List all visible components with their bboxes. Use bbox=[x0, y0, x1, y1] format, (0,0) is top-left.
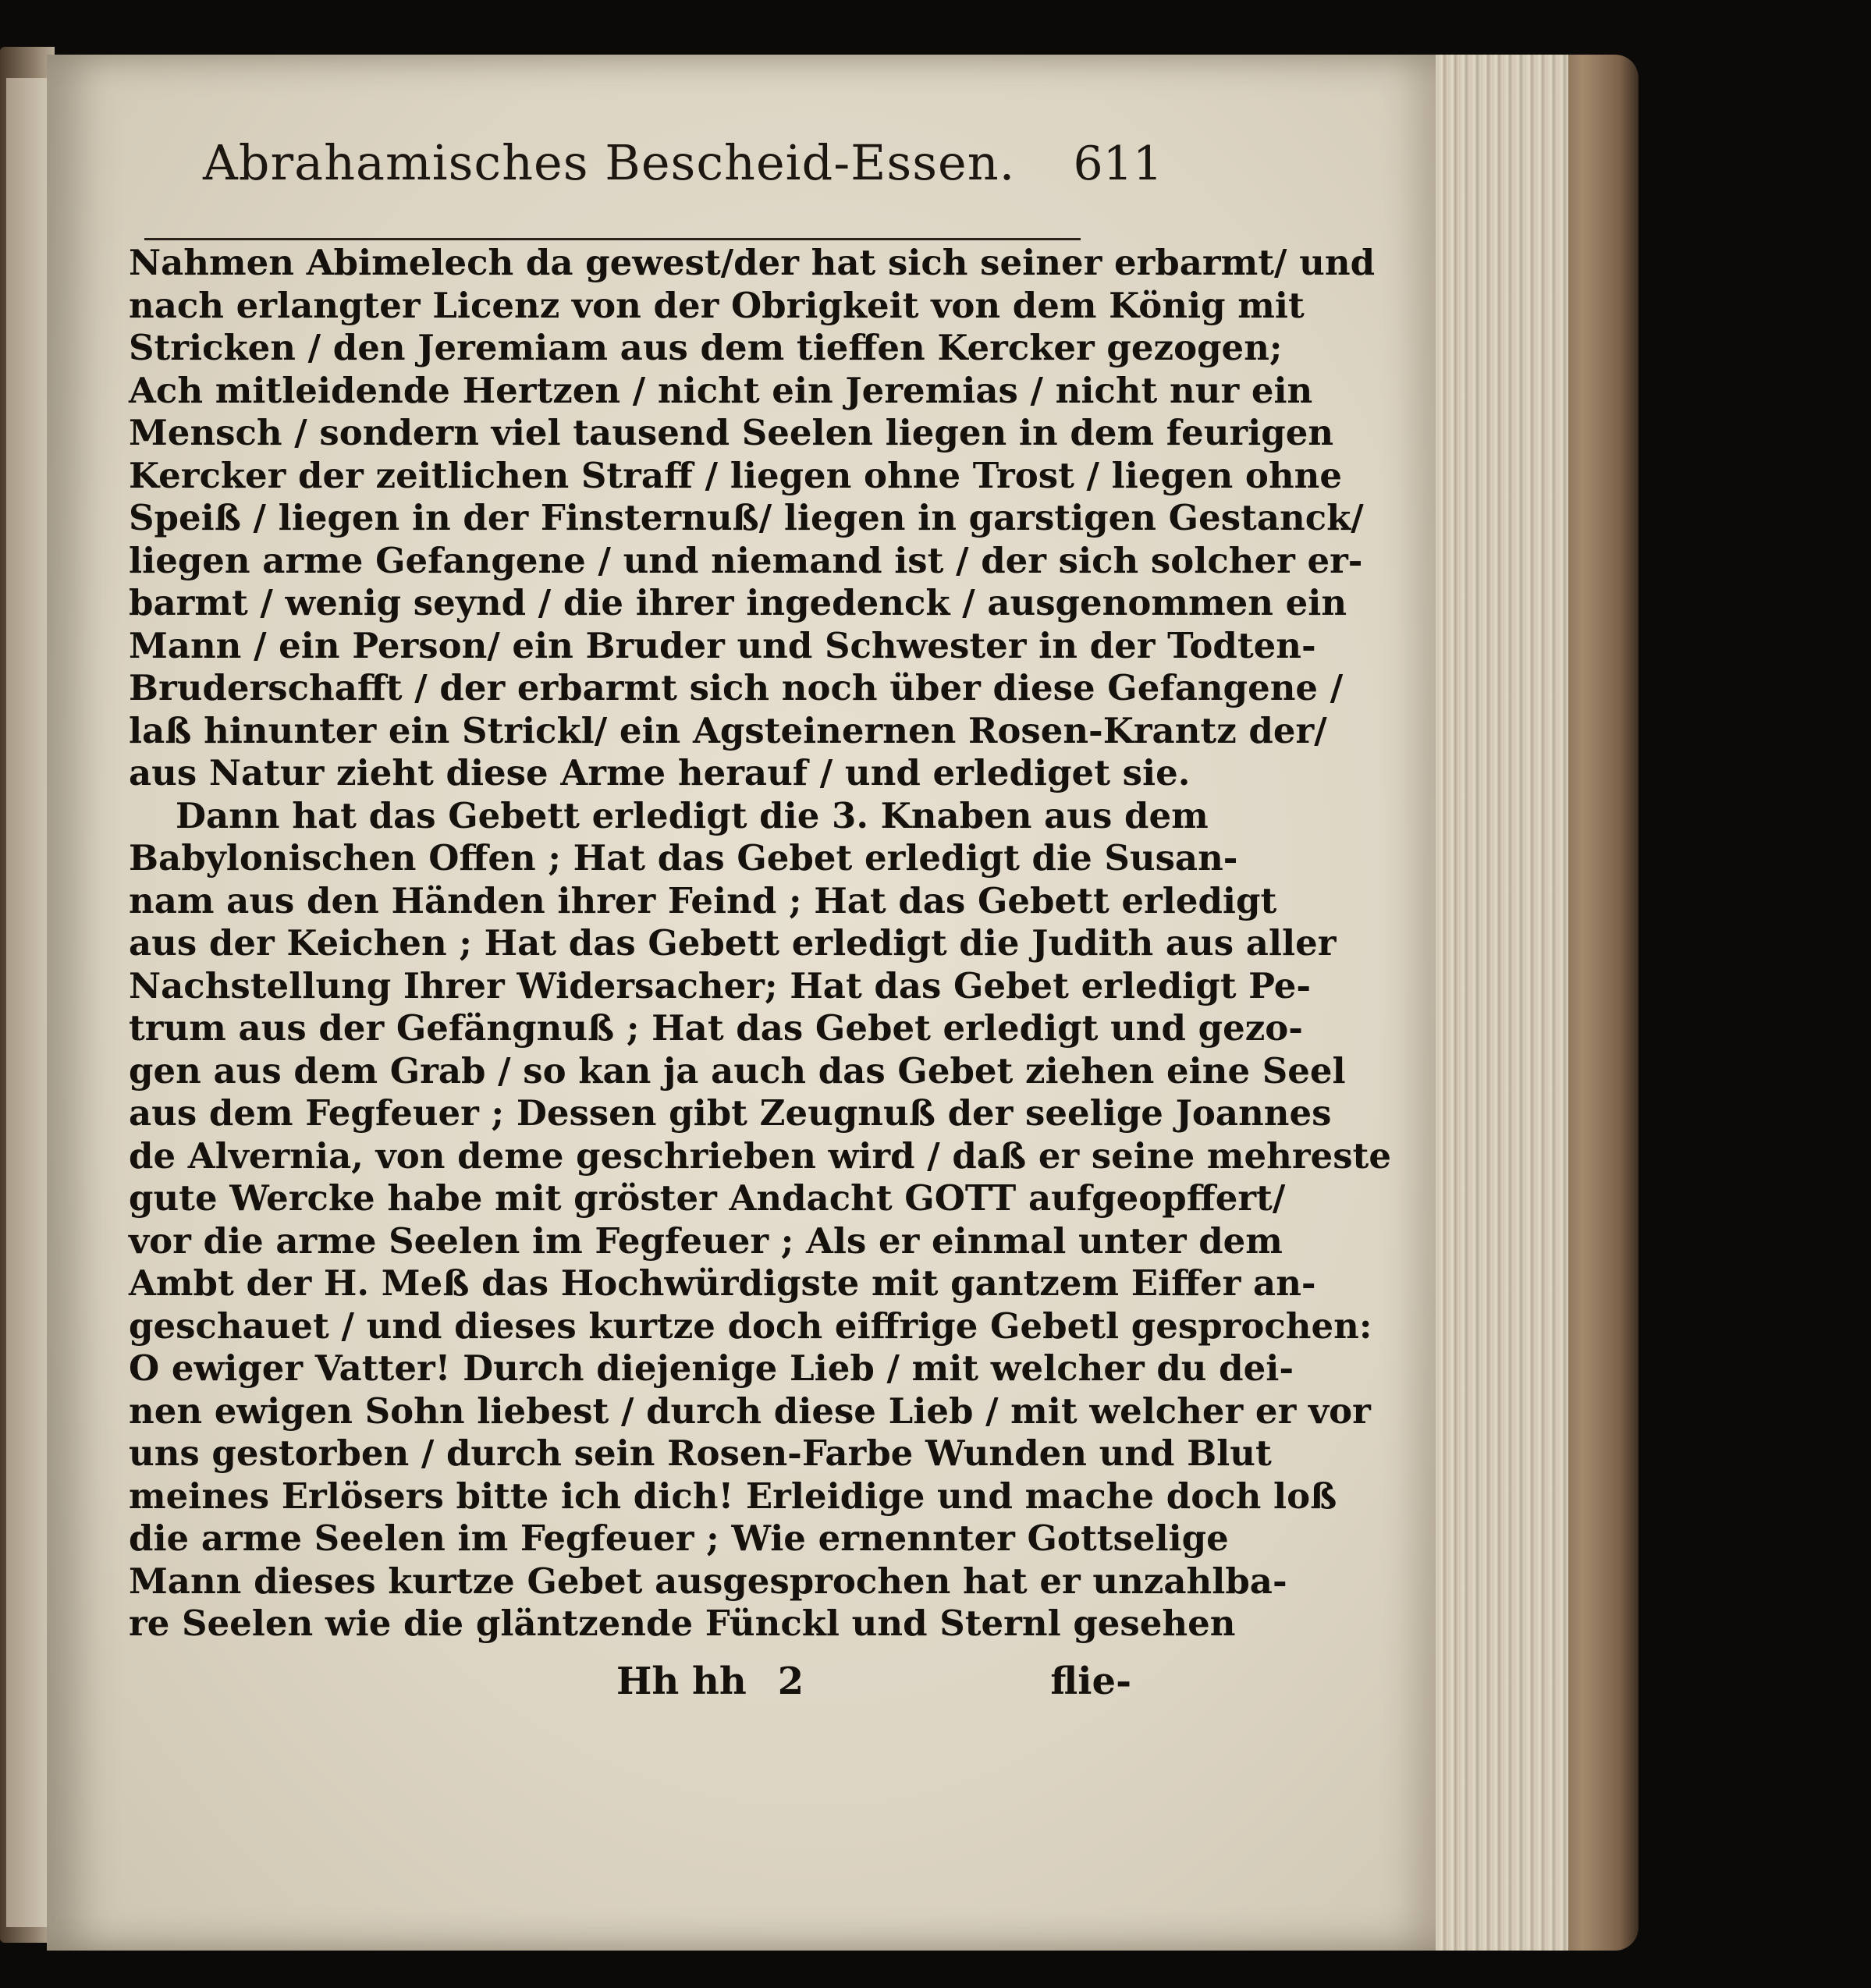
text-line: Dann hat das Gebett erledigt die 3. Knaben aus dem bbox=[176, 794, 1209, 836]
text-line: Ach mitleidende Hertzen / nicht ein Jeremias / nicht nur ein bbox=[129, 369, 1313, 411]
text-line: aus dem Fegfeuer ; Dessen gibt Zeugnuß der seelige Joannes bbox=[129, 1092, 1332, 1134]
text-line: Nachstellung Ihrer Widersacher; Hat das Gebet erledigt Pe- bbox=[129, 964, 1312, 1006]
text-line: Kercker der zeitlichen Straff / liegen ohne Trost / liegen ohne bbox=[129, 454, 1343, 496]
text-line: Babylonischen Offen ; Hat das Gebet erledigt die Susan- bbox=[129, 837, 1238, 879]
text-line: laß hinunter ein Strickl/ ein Agsteinernen Rosen-Krantz der/ bbox=[129, 709, 1327, 751]
signature-mark bbox=[616, 1660, 804, 1703]
signature-number: 2 bbox=[777, 1660, 804, 1703]
text-line: nach erlangter Licenz von der Obrigkeit von dem König mit bbox=[129, 284, 1305, 326]
page-header bbox=[203, 105, 1163, 191]
text-line: geschauet / und dieses kurtze doch eiffrige Gebetl gesprochen: bbox=[129, 1305, 1372, 1347]
text-line: nam aus den Händen ihrer Feind ; Hat das Gebett erledigt bbox=[129, 879, 1277, 921]
header-rule bbox=[144, 238, 1081, 240]
text-line: aus Natur zieht diese Arme herauf / und erlediget sie. bbox=[129, 752, 1191, 793]
text-line: O ewiger Vatter! Durch diejenige Lieb / mit welcher du dei- bbox=[129, 1347, 1294, 1389]
text-line: vor die arme Seelen im Fegfeuer ; Als er einmal unter dem bbox=[129, 1219, 1283, 1262]
text-line: trum aus der Gefängnuß ; Hat das Gebet erledigt und gezo- bbox=[129, 1007, 1303, 1049]
text-line: liegen arme Gefangene / und niemand ist / der sich solcher er- bbox=[129, 539, 1363, 581]
page-number: 611 bbox=[1073, 137, 1163, 191]
text-line: aus der Keichen ; Hat das Gebett erledigt die Judith aus aller bbox=[129, 922, 1337, 964]
text-line: uns gestorben / durch sein Rosen-Farbe Wunden und Blut bbox=[129, 1432, 1272, 1474]
text-line: Ambt der H. Meß das Hochwürdigste mit gantzem Eiffer an- bbox=[129, 1262, 1316, 1304]
text-line: Bruderschafft / der erbarmt sich noch über diese Gefangene / bbox=[129, 667, 1344, 708]
text-line: barmt / wenig seynd / die ihrer ingedenck / ausgenommen ein bbox=[129, 582, 1347, 623]
text-line: gute Wercke habe mit gröster Andacht GOTT aufgeopffert/ bbox=[129, 1177, 1286, 1219]
text-line: die arme Seelen im Fegfeuer ; Wie ernennter Gottselige bbox=[129, 1518, 1229, 1559]
text-line: Nahmen Abimelech da gewest/der hat sich seiner erbarmt/ und bbox=[129, 242, 1376, 283]
text-line: meines Erlösers bitte ich dich! Erleidige und mache doch loß bbox=[129, 1475, 1337, 1517]
page-footer bbox=[616, 1654, 1131, 1709]
text-line: Stricken / den Jeremiam aus dem tieffen Kercker gezogen; bbox=[129, 327, 1283, 368]
text-line: nen ewigen Sohn liebest / durch diese Lieb / mit welcher er vor bbox=[129, 1390, 1371, 1432]
catchword: flie- bbox=[1050, 1660, 1131, 1703]
text-line: gen aus dem Grab / so kan ja auch das Gebet ziehen eine Seel bbox=[129, 1049, 1346, 1092]
running-title: Abrahamisches Bescheid-Essen. bbox=[203, 134, 1016, 191]
text-line: Mensch / sondern viel tausend Seelen liegen in dem feurigen bbox=[129, 412, 1334, 453]
text-line: re Seelen wie die gläntzende Fünckl und Sternl gesehen bbox=[129, 1603, 1236, 1644]
text-line: de Alvernia, von deme geschrieben wird / daß er seine mehreste bbox=[129, 1134, 1391, 1177]
text-line: Speiß / liegen in der Finsternuß/ liegen in garstigen Gestanck/ bbox=[129, 497, 1364, 538]
body-text bbox=[129, 242, 1391, 1645]
text-line: Mann / ein Person/ ein Bruder und Schwester in der Todten- bbox=[129, 624, 1316, 666]
text-line: Mann dieses kurtze Gebet ausgesprochen hat er unzahlba- bbox=[129, 1560, 1287, 1602]
signature-letters: Hh hh bbox=[616, 1660, 747, 1703]
